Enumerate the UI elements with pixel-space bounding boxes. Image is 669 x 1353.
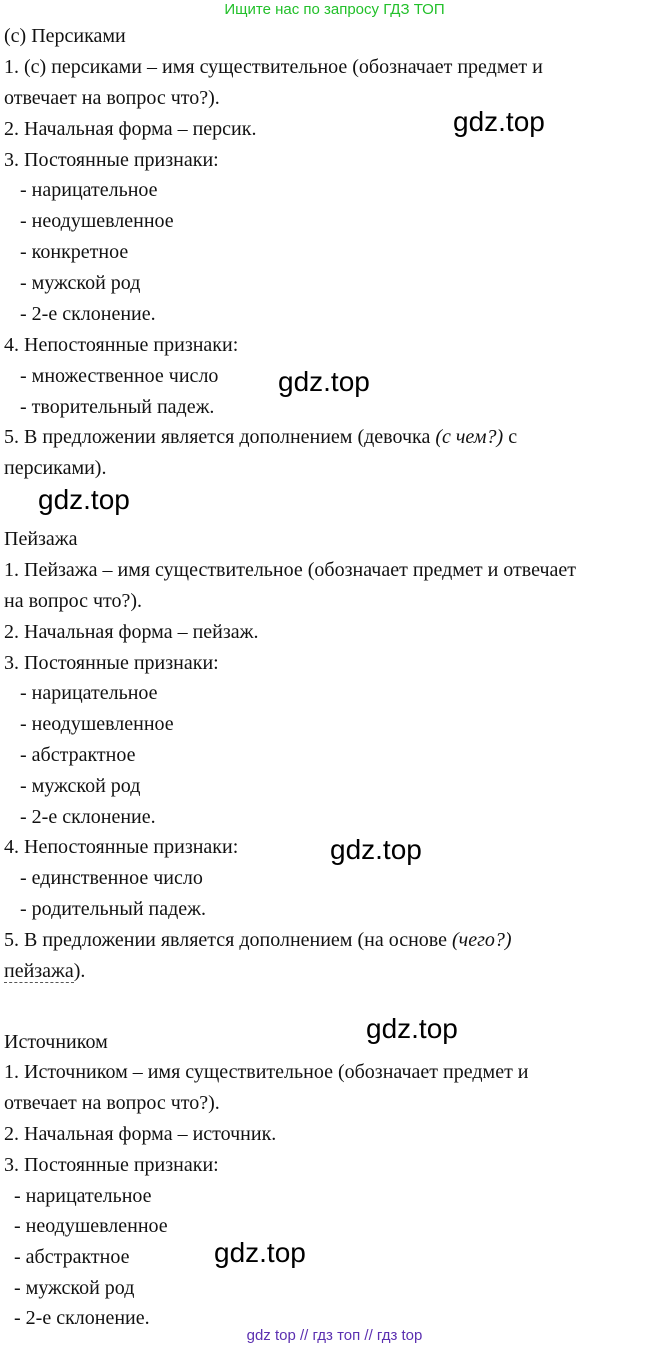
text-line: 2. Начальная форма – источник. [4,1123,277,1145]
list-item: - творительный падеж. [20,396,215,418]
text-line: 3. Постоянные признаки: [4,652,219,674]
text-span: ). [73,960,86,982]
question-italic: (чего?) [452,929,512,951]
text-line: 3. Постоянные признаки: [4,1154,219,1176]
text-line: 4. Непостоянные признаки: [4,334,239,356]
list-item: - родительный падеж. [20,898,206,920]
text-line: отвечает на вопрос что?). [4,1092,220,1114]
watermark: gdz.top [214,1237,306,1268]
list-item: - мужской род [20,775,141,797]
text-line: отвечает на вопрос что?). [4,87,220,109]
text-line: 4. Непостоянные признаки: [4,836,239,858]
list-item: - 2-е склонение. [20,806,156,828]
section-heading: (с) Персиками [4,25,126,47]
text-span: 5. В предложении является дополнением (на основе [4,929,452,951]
list-item: - абстрактное [14,1246,130,1268]
text-line: 2. Начальная форма – пейзаж. [4,621,259,643]
list-item: - неодушевленное [20,713,174,735]
list-item: - множественное число [20,365,219,387]
question-italic: (с чем?) [435,426,504,448]
watermark: gdz.top [38,484,130,515]
section-heading: Пейзажа [4,528,78,550]
watermark: gdz.top [278,366,370,397]
footer-links: gdz top // гдз топ // гдз top [246,1327,423,1344]
watermark: gdz.top [453,106,545,137]
list-item: - конкретное [20,241,129,263]
text-line: 1. (с) персиками – имя существительное (обозначает предмет и [4,56,543,78]
text-line: 3. Постоянные признаки: [4,149,219,171]
text-line [4,959,85,983]
list-item: - единственное число [20,867,203,889]
list-item: - 2-е склонение. [14,1307,150,1329]
list-item: - абстрактное [20,744,136,766]
text-line: 1. Источником – имя существительное (обозначает предмет и [4,1061,529,1083]
watermark: gdz.top [366,1013,458,1044]
list-item: - 2-е склонение. [20,303,156,325]
list-item: - нарицательное [20,179,158,201]
list-item: - мужской род [20,272,141,294]
search-banner: Ищите нас по запросу ГДЗ ТОП [224,1,445,18]
text-line: персиками). [4,457,107,479]
text-line: на вопрос что?). [4,590,143,612]
list-item: - нарицательное [14,1185,152,1207]
text-span: с [503,426,518,448]
text-span: 5. В предложении является дополнением (девочка [4,426,436,448]
list-item: - мужской род [14,1277,135,1299]
text-line: 2. Начальная форма – персик. [4,118,257,140]
underlined-word: пейзажа [4,960,74,982]
section-heading: Источником [4,1031,108,1053]
text-line [4,425,517,449]
list-item: - нарицательное [20,682,158,704]
list-item: - неодушевленное [20,210,174,232]
watermark: gdz.top [330,834,422,865]
list-item: - неодушевленное [14,1215,168,1237]
text-line: 1. Пейзажа – имя существительное (обозначает предмет и отвечает [4,559,577,581]
text-line [4,928,512,952]
